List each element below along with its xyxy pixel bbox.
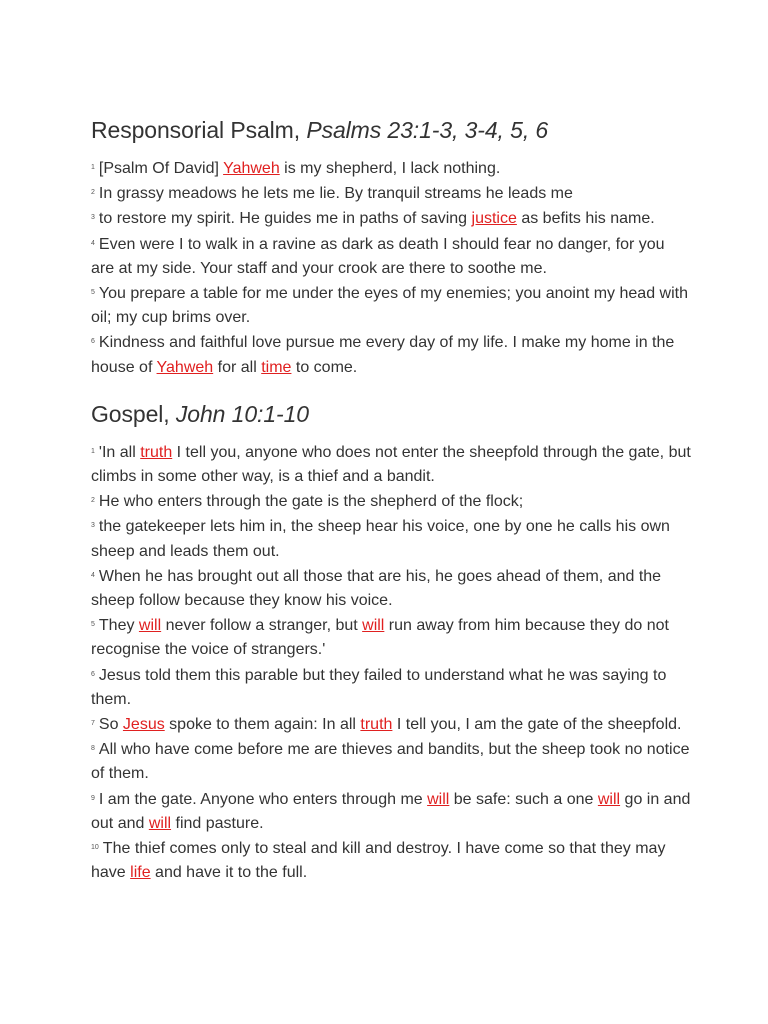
verse: $^6$ Jesus told them this parable but they failed to understand what he was saying to them. xyxy=(91,666,667,708)
glossary-link[interactable]: justice xyxy=(471,210,517,228)
glossary-link[interactable]: Yahweh xyxy=(156,358,214,376)
verse-number: 3 xyxy=(91,214,95,222)
verse-number: 2 xyxy=(91,189,95,197)
verse: $^7$ So Jesus spoke to them again: In all truth I tell you, I am the gate of the sheepfold. xyxy=(91,716,682,734)
verse-number: 1 xyxy=(91,447,95,455)
glossary-link[interactable]: will xyxy=(427,790,450,808)
psalm-title: Responsorial Psalm, xyxy=(91,117,301,143)
glossary-link[interactable]: truth xyxy=(140,443,173,461)
verse: $^5$ You prepare a table for me under the eyes of my enemies; you anoint my head with oil; my cup brims over. xyxy=(91,285,688,327)
glossary-link[interactable]: will xyxy=(362,617,385,635)
verse-number: 6 xyxy=(91,338,95,346)
verse: $^3$ to restore my spirit. He guides me in paths of saving justice as befits his name. xyxy=(91,210,655,228)
verse: $^8$ All who have come before me are thieves and bandits, but the sheep took no notice of them. xyxy=(91,741,690,783)
verse-number: 8 xyxy=(91,745,95,753)
gospel-reference: John 10:1-10 xyxy=(175,400,309,427)
verse-number: 3 xyxy=(91,522,95,530)
glossary-link[interactable]: Yahweh xyxy=(223,160,280,177)
verse-number: 6 xyxy=(91,670,95,678)
glossary-link[interactable]: will xyxy=(138,617,162,635)
glossary-link[interactable]: will xyxy=(597,790,621,808)
verse: $^4$ When he has brought out all those that are his, he goes ahead of them, and the sheep follow because they know his voice. xyxy=(91,567,662,610)
verse: $^4$ Even were I to walk in a ravine as dark as death I should fear no danger, for you are at my side. Your staff and your crook are there to soothe me. xyxy=(91,235,665,277)
verse-number: 5 xyxy=(91,621,95,629)
verse-number: 7 xyxy=(91,720,95,728)
verse-number: 10 xyxy=(91,844,99,852)
verse-number: 4 xyxy=(91,571,95,579)
glossary-link[interactable]: truth xyxy=(360,716,393,734)
verse: $^6$ Kindness and faithful love pursue me every day of my life. I make my home in the house of Yahweh for all time to come. xyxy=(91,334,675,376)
verse-number: 9 xyxy=(91,794,95,802)
psalm-reference: Psalms 23:1-3, 3-4, 5, 6 xyxy=(306,117,549,143)
verse: $^2$ In grassy meadows he lets me lie. By tranquil streams he leads me xyxy=(91,185,573,203)
verse: $^1$ [Psalm Of David] Yahweh is my shepherd, I lack nothing. xyxy=(91,160,501,177)
verse: $^9$ I am the gate. Anyone who enters through me will be safe: such a one will go in and out and will find pasture. xyxy=(91,790,691,832)
glossary-link[interactable]: Jesus xyxy=(122,716,165,734)
verse-number: 5 xyxy=(91,289,95,297)
psalm-heading xyxy=(91,112,691,148)
gospel-verses xyxy=(91,440,691,886)
psalm-verses xyxy=(91,156,691,380)
verse: $^2$ He who enters through the gate is the shepherd of the flock; xyxy=(91,493,524,511)
glossary-link[interactable]: time xyxy=(261,358,292,376)
glossary-link[interactable]: will xyxy=(148,814,172,832)
verse-number: 4 xyxy=(91,239,95,247)
verse: $^5$ They will never follow a stranger, but will run away from him because they do not recognise the voice of strangers.' xyxy=(91,617,669,659)
gospel-heading xyxy=(91,396,691,432)
verse: $^3$ the gatekeeper lets him in, the sheep hear his voice, one by one he calls his own sheep and leads them out. xyxy=(91,518,670,560)
gospel-title: Gospel, xyxy=(91,400,170,427)
verse: $^{10}$ The thief comes only to steal and kill and destroy. I have come so that they may have life and have it to the full. xyxy=(91,840,666,882)
verse: $^1$ 'In all truth I tell you, anyone who does not enter the sheepfold through the gate, but climbs in some other way, is a thief and a bandit. xyxy=(91,443,691,486)
verse-number: 1 xyxy=(91,164,95,171)
glossary-link[interactable]: life xyxy=(130,864,151,882)
verse-number: 2 xyxy=(91,497,95,505)
